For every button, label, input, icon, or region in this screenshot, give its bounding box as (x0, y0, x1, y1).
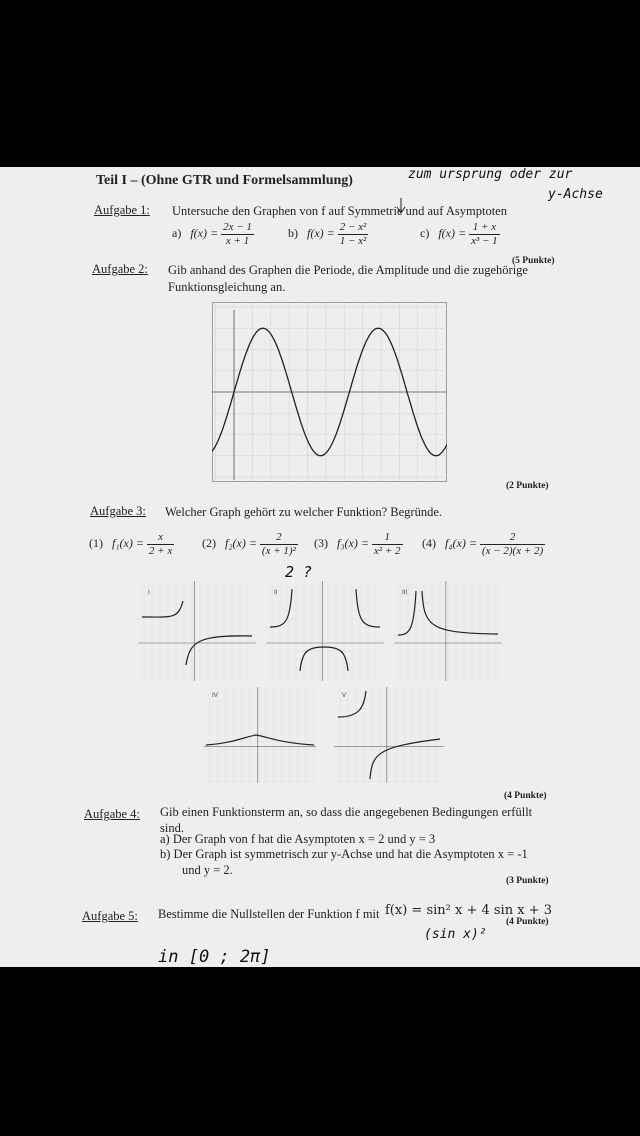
formula-denominator: x + 1 (225, 234, 250, 247)
formula-denominator: (x + 1)² (261, 544, 296, 557)
formula-lhs: f(x) = (438, 225, 467, 240)
formula-numerator: 2 − x² (339, 221, 367, 233)
formula-numerator: 2x − 1 (223, 221, 252, 233)
task-4-text: sind. (160, 821, 184, 835)
task-4-item-a: a) Der Graph von f hat die Asymptoten x = 2 und y = 3 (160, 832, 436, 846)
formula-label: c) (420, 225, 430, 240)
formula-label: (4) (422, 535, 436, 550)
page-title: Teil I – (Ohne GTR und Formelsammlung) (96, 173, 353, 188)
formula-lhs: f(x) = (190, 225, 219, 240)
task-1-text: Untersuche den Graphen von f auf Symmetrie und auf Asymptoten (172, 204, 507, 218)
formula-denominator: (x − 2)(x + 2) (481, 544, 544, 557)
formula-denominator: x² + 2 (373, 544, 401, 557)
task-2-label: Aufgabe 2: (92, 262, 148, 276)
graph-label: I (148, 589, 150, 596)
graph-label: V (342, 692, 347, 699)
graph-I (138, 581, 256, 681)
graph-label: IV (212, 692, 218, 699)
task-4-label: Aufgabe 4: (84, 807, 140, 821)
task-3-f1-formula (89, 531, 174, 557)
task-1-label: Aufgabe 1: (94, 203, 150, 217)
formula-lhs: f₂(x) = (225, 535, 257, 550)
graph-IV (204, 687, 316, 783)
graph-label: III (402, 589, 408, 596)
task-4-item-b: und y = 2. (182, 863, 233, 877)
task-5-formula: f(x) = sin² x + 4 sin x + 3 (385, 903, 552, 918)
formula-label: b) (288, 225, 298, 240)
formula-numerator: 1 + x (469, 221, 500, 235)
task-3-f3-formula (314, 531, 403, 557)
task-4-item-b: b) Der Graph ist symmetrisch zur y-Achse und hat die Asymptoten x = -1 (160, 847, 528, 861)
task-2-text: Funktionsgleichung an. (168, 280, 286, 294)
task-2-text: Gib anhand des Graphen die Periode, die Amplitude und die zugehörige (168, 263, 528, 277)
task-3-text: Welcher Graph gehört zu welcher Funktion? Begründe. (165, 505, 443, 519)
formula-numerator: 2 (480, 531, 545, 545)
handwritten-note: (sin x)² (424, 927, 487, 942)
task-1-c-formula (420, 221, 500, 247)
task-1-a-formula (172, 221, 254, 247)
task-3-f2-formula (202, 531, 298, 557)
sine-graph (212, 302, 447, 482)
handwritten-note: y-Achse (548, 187, 603, 202)
formula-label: (3) (314, 535, 328, 550)
worksheet-page (0, 167, 640, 967)
task-2-points: (2 Punkte) (506, 481, 549, 491)
task-3-label: Aufgabe 3: (90, 504, 146, 518)
task-4-points: (3 Punkte) (506, 876, 549, 886)
formula-lhs: f₁(x) = (112, 535, 144, 550)
formula-numerator: x (147, 531, 174, 545)
formula-numerator: 2 (260, 531, 298, 545)
handwritten-note: zum ursprung oder zur (408, 167, 573, 182)
graph-III (394, 581, 502, 681)
formula-label: (1) (89, 535, 103, 550)
graph-V (334, 687, 444, 783)
handwritten-note: in [0 ; 2π] (158, 947, 271, 967)
formula-denominator: 2 + x (148, 544, 173, 557)
task-1-b-formula (288, 221, 368, 247)
formula-numerator: 1 (372, 531, 403, 545)
formula-label: a) (172, 225, 182, 240)
formula-lhs: f(x) = (307, 225, 335, 240)
formula-label: (2) (202, 535, 216, 550)
formula-denominator: x³ − 1 (471, 234, 498, 247)
formula-lhs: f₄(x) = (445, 535, 477, 550)
task-1-points: (5 Punkte) (512, 256, 555, 266)
handwritten-note: 2 ? (285, 563, 313, 581)
task-5-text: Bestimme die Nullstellen der Funktion f mit (158, 907, 380, 921)
formula-lhs: f₃(x) = (337, 535, 369, 550)
graph-label: II (274, 589, 278, 596)
task-3-points: (4 Punkte) (504, 791, 547, 801)
formula-denominator: 1 − x² (339, 234, 367, 247)
task-5-points: (4 Punkte) (506, 917, 549, 927)
task-3-f4-formula (422, 531, 545, 557)
graph-II (266, 581, 384, 681)
task-4-text: Gib einen Funktionsterm an, so dass die angegebenen Bedingungen erfüllt (160, 805, 533, 819)
task-5-label: Aufgabe 5: (82, 909, 138, 923)
